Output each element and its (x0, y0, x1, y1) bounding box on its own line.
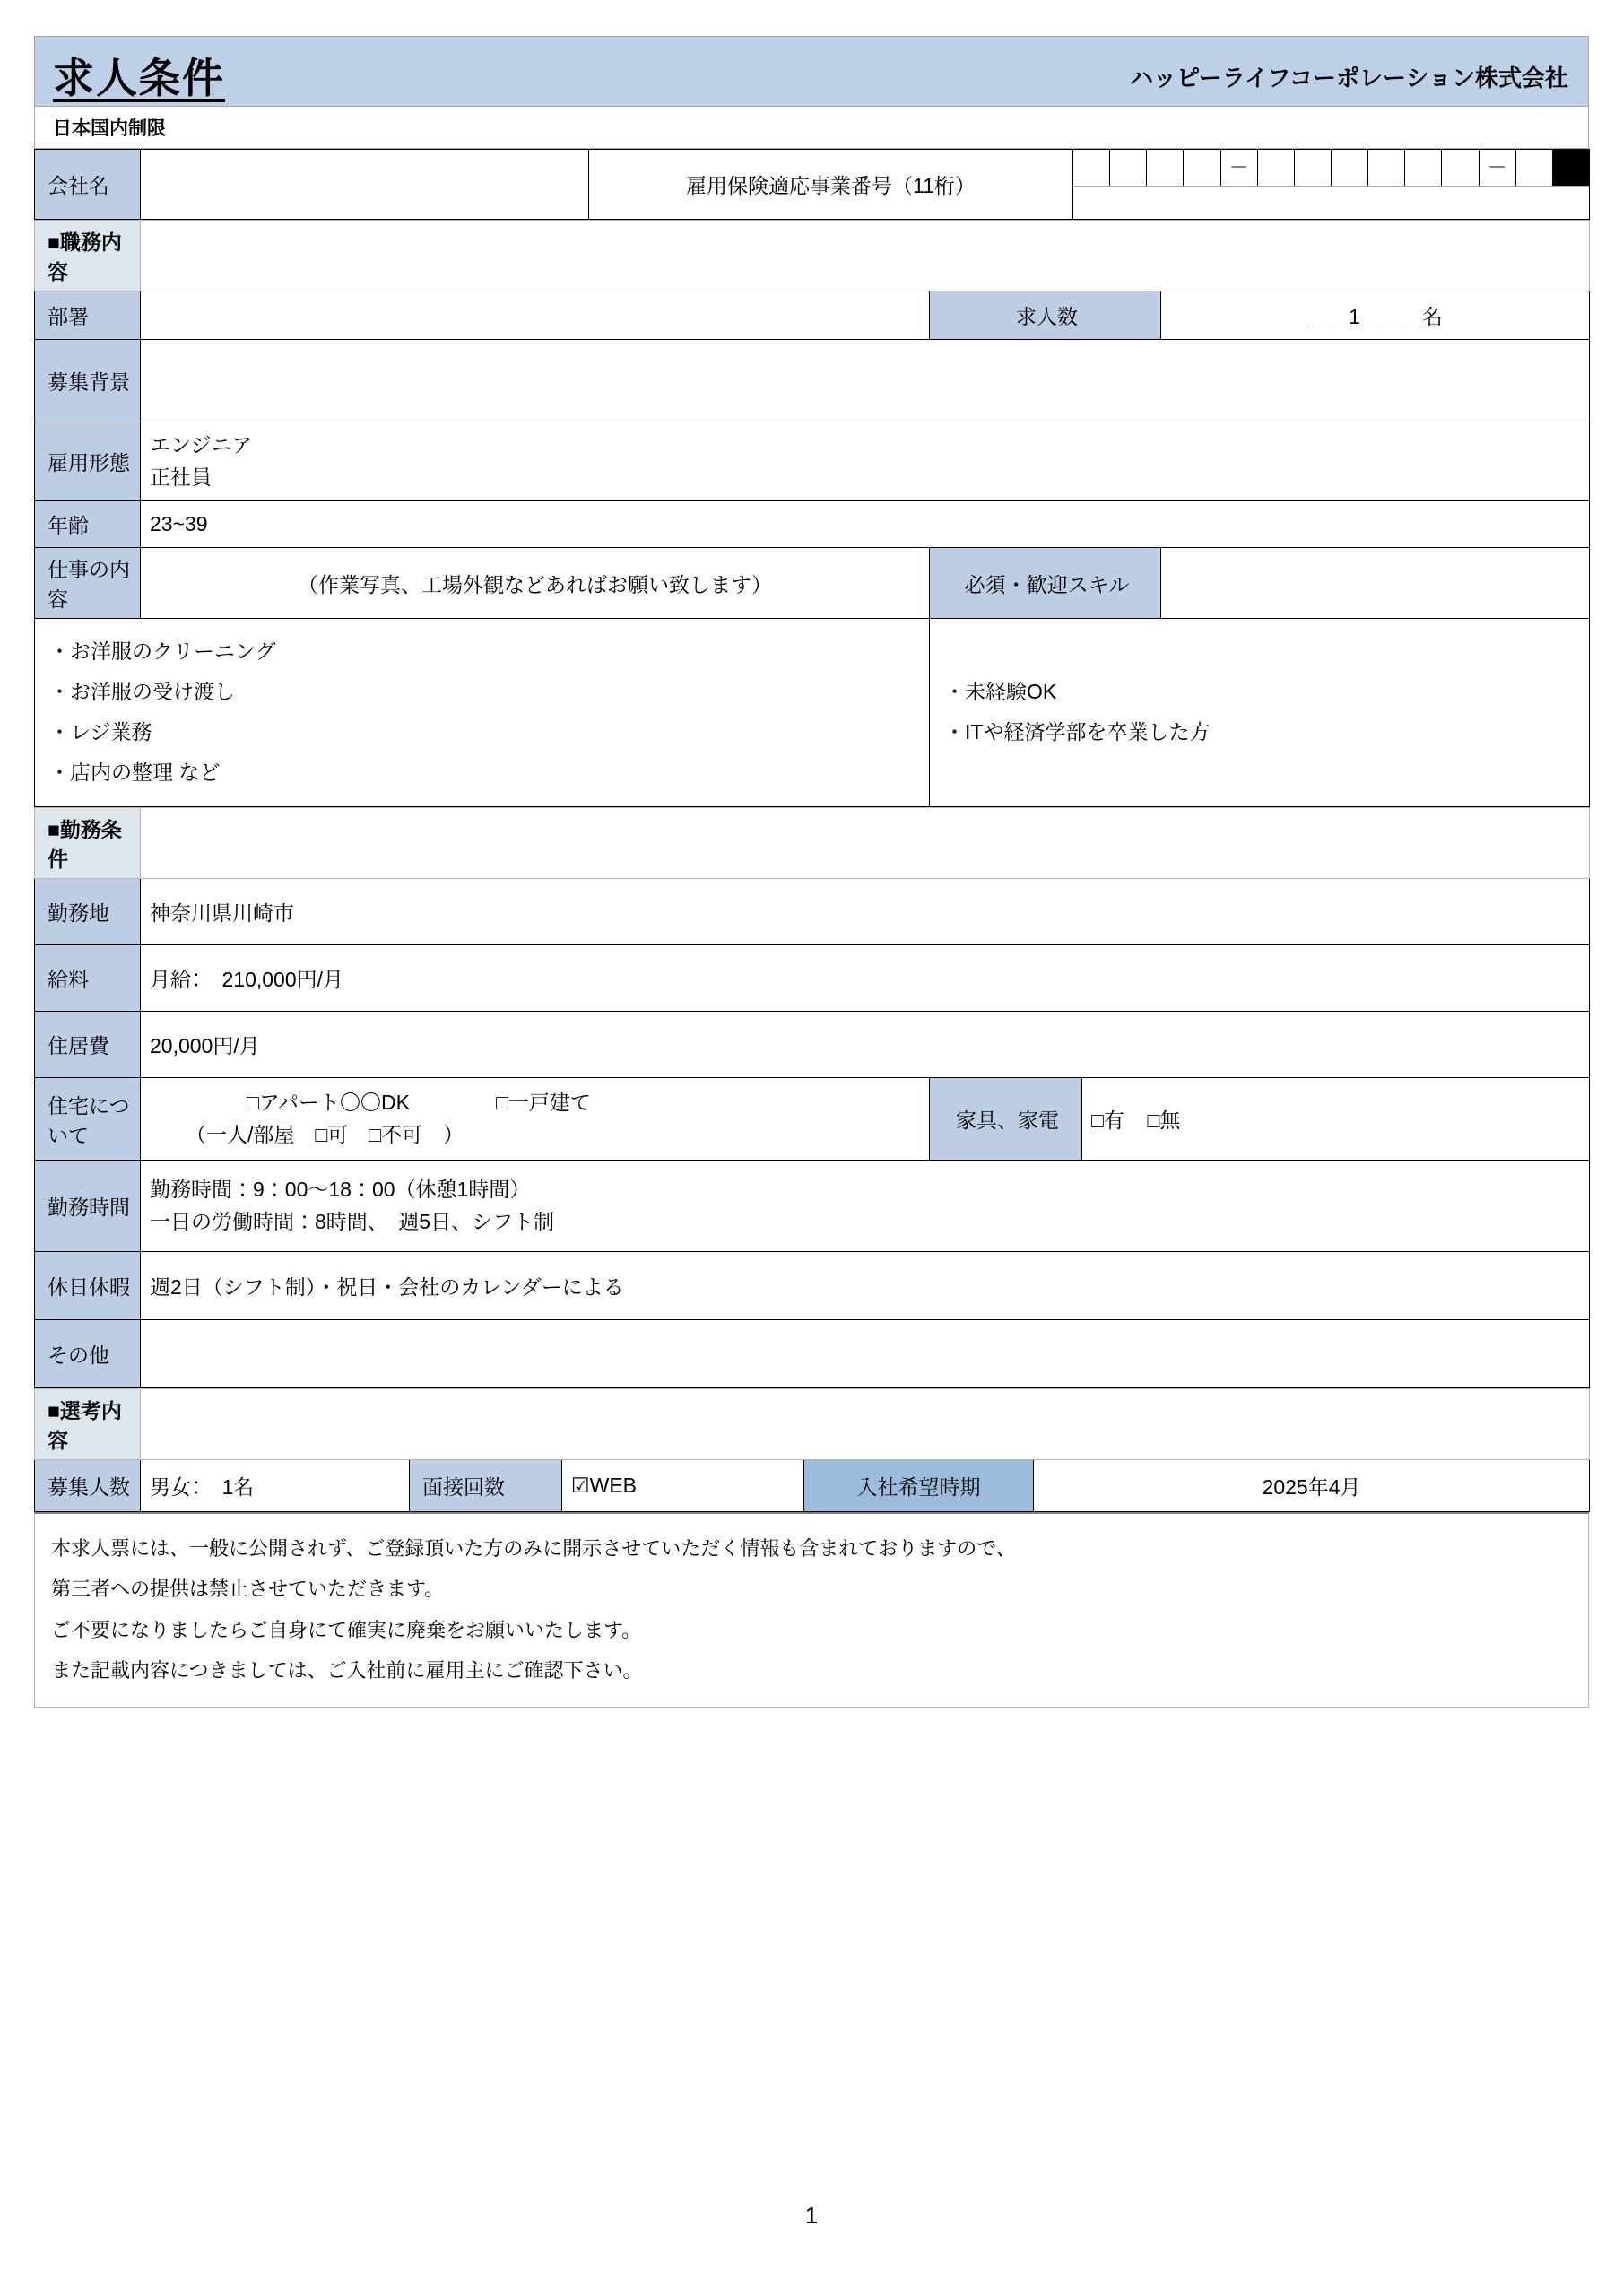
section-header-row (35, 808, 1590, 879)
section-work-conditions: ■勤務条件 (35, 808, 141, 879)
furniture-options[interactable] (1082, 1078, 1590, 1161)
checkbox-furniture-yes[interactable]: □有 (1091, 1109, 1124, 1133)
headcount-value[interactable]: 男女： 1名 (141, 1460, 410, 1512)
insurance-number-subline (1073, 187, 1589, 219)
holidays-label: 休日休暇 (35, 1252, 141, 1320)
checkbox-detached-house[interactable]: □一戸建て (496, 1091, 591, 1115)
disclaimer-line: 本求人票には、一般に公開されず、ご登録頂いた方のみに開示させていただく情報も含まれておりますので、 (51, 1537, 1016, 1561)
list-item: ・お洋服のクリーニング (49, 639, 276, 663)
table-row (35, 1012, 1590, 1078)
insurance-cell[interactable] (1442, 150, 1479, 186)
list-item: ・ITや経済学部を卒業した方 (944, 719, 1211, 744)
section-header-row (35, 1389, 1590, 1460)
section-selection-filler (141, 1389, 1590, 1460)
table-row (35, 879, 1590, 945)
insurance-cell[interactable] (1258, 150, 1295, 186)
list-item: ・店内の整理 など (49, 760, 221, 784)
work-conditions-table (34, 807, 1590, 1388)
company-name-label: 会社名 (35, 150, 141, 220)
insurance-cell[interactable] (1295, 150, 1332, 186)
table-row (35, 340, 1590, 422)
housing-options[interactable] (141, 1078, 930, 1161)
furniture-label: 家具、家電 (930, 1078, 1082, 1161)
document-header (34, 36, 1589, 106)
duties-list[interactable] (35, 619, 930, 807)
other-value[interactable] (141, 1320, 1590, 1388)
section-job-content-filler (141, 221, 1590, 291)
skills-label: 必須・歓迎スキル (930, 548, 1161, 619)
table-row (35, 150, 1590, 220)
list-item: ・レジ業務 (49, 719, 152, 744)
page-title: 求人条件 (53, 55, 225, 101)
insurance-cell[interactable] (1516, 150, 1553, 186)
table-row (35, 548, 1590, 619)
employment-type-line-1: エンジニア (150, 432, 253, 457)
insurance-separator-dash: － (1221, 150, 1258, 186)
age-value[interactable]: 23~39 (141, 501, 1590, 548)
housing-occupancy-options[interactable]: （一人/部屋 □可 □不可 ） (186, 1122, 464, 1146)
table-row (35, 291, 1590, 340)
employment-type-value[interactable] (141, 422, 1590, 501)
insurance-cell[interactable] (1073, 150, 1110, 186)
employment-type-line-2: 正社員 (150, 465, 212, 489)
working-hours-line-1: 勤務時間：9：00〜18：00（休憩1時間） (150, 1178, 531, 1202)
insurance-number-label: 雇用保険適応事業番号（11桁） (589, 150, 1073, 220)
housing-type-options (150, 1087, 920, 1119)
working-hours-value[interactable] (141, 1161, 1590, 1252)
openings-label: 求人数 (930, 291, 1161, 340)
insurance-number-grid[interactable] (1073, 150, 1589, 187)
headcount-label: 募集人数 (35, 1460, 141, 1512)
insurance-cell[interactable] (1147, 150, 1184, 186)
start-date-label: 入社希望時期 (804, 1460, 1034, 1512)
skills-list[interactable] (930, 619, 1590, 807)
table-row (35, 619, 1590, 807)
checkbox-apartment[interactable]: □アパート〇〇DK (247, 1091, 411, 1115)
recruit-background-label: 募集背景 (35, 340, 141, 422)
checkbox-furniture-no[interactable]: □無 (1147, 1109, 1181, 1133)
department-input[interactable] (141, 291, 930, 340)
insurance-cell[interactable] (1110, 150, 1147, 186)
section-selection: ■選考内容 (35, 1389, 141, 1460)
job-content-table (34, 220, 1590, 807)
insurance-cell[interactable] (1368, 150, 1405, 186)
restriction-label: 日本国内制限 (53, 118, 166, 139)
disclaimer-line: ご不要になりましたらご自身にて確実に廃棄をお願いいたします。 (51, 1618, 642, 1641)
section-header-row (35, 221, 1590, 291)
salary-value[interactable]: 月給： 210,000円/月 (141, 945, 1590, 1012)
table-row (35, 945, 1590, 1012)
company-table (34, 149, 1590, 220)
insurance-cell[interactable] (1332, 150, 1368, 186)
department-label: 部署 (35, 291, 141, 340)
insurance-separator-dash: － (1480, 150, 1516, 186)
housing-cost-value[interactable]: 20,000円/月 (141, 1012, 1590, 1078)
interview-count-label: 面接回数 (410, 1460, 562, 1512)
working-hours-label: 勤務時間 (35, 1161, 141, 1252)
work-content-label: 仕事の内容 (35, 548, 141, 619)
section-work-conditions-filler (141, 808, 1590, 879)
company-brand-name: ハッピーライフコーポレーション株式会社 (1129, 65, 1568, 91)
table-row (35, 1161, 1590, 1252)
restriction-note (34, 106, 1589, 149)
insurance-number-field[interactable] (1073, 150, 1590, 220)
disclaimer-notes (34, 1512, 1589, 1707)
other-label: その他 (35, 1320, 141, 1388)
table-row (35, 1320, 1590, 1388)
insurance-cell[interactable] (1184, 150, 1220, 186)
section-job-content: ■職務内容 (35, 221, 141, 291)
table-row (35, 501, 1590, 548)
table-row (35, 1252, 1590, 1320)
start-date-value[interactable]: 2025年4月 (1034, 1460, 1590, 1512)
age-label: 年齢 (35, 501, 141, 548)
housing-cost-label: 住居費 (35, 1012, 141, 1078)
selection-table (34, 1388, 1590, 1512)
work-location-label: 勤務地 (35, 879, 141, 945)
disclaimer-line: また記載内容につきましては、ご入社前に雇用主にご確認下さい。 (51, 1658, 643, 1682)
table-row (35, 1460, 1590, 1512)
salary-label: 給料 (35, 945, 141, 1012)
company-name-input[interactable] (141, 150, 589, 220)
skills-header-blank[interactable] (1161, 548, 1590, 619)
insurance-cell[interactable] (1405, 150, 1442, 186)
working-hours-line-2: 一日の労働時間：8時間、 週5日、シフト制 (150, 1209, 555, 1233)
insurance-cell-filled (1553, 150, 1589, 186)
holidays-value[interactable]: 週2日（シフト制）・祝日・会社のカレンダーによる (141, 1252, 1590, 1320)
list-item: ・お洋服の受け渡し (49, 679, 235, 703)
work-content-note: （作業写真、工場外観などあればお願い致します） (141, 548, 930, 619)
interview-method-value[interactable]: ☑WEB (562, 1460, 804, 1512)
openings-value[interactable]: ＿＿1＿＿＿名 (1161, 291, 1590, 340)
recruit-background-input[interactable] (141, 340, 1590, 422)
work-location-value[interactable]: 神奈川県川崎市 (141, 879, 1590, 945)
table-row (35, 1078, 1590, 1161)
employment-type-label: 雇用形態 (35, 422, 141, 501)
housing-label: 住宅について (35, 1078, 141, 1161)
list-item: ・未経験OK (944, 679, 1057, 703)
disclaimer-line: 第三者への提供は禁止させていただきます。 (51, 1578, 445, 1601)
table-row (35, 422, 1590, 501)
page-number: 1 (804, 2202, 819, 2229)
